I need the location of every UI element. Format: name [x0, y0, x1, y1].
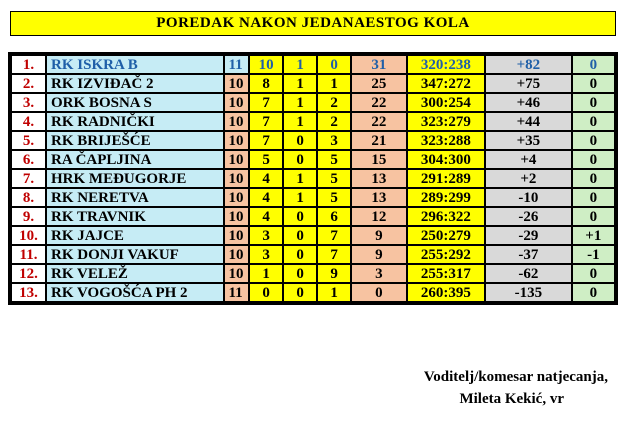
table-row — [12, 170, 614, 187]
table-row — [12, 113, 614, 130]
position-cell: 9. — [12, 208, 45, 225]
losses-cell: 7 — [318, 246, 350, 263]
goal-difference-cell: +46 — [486, 94, 571, 111]
draws-cell: 0 — [284, 132, 316, 149]
goal-difference-cell: +2 — [486, 170, 571, 187]
table-row — [12, 208, 614, 225]
bonus-cell: 0 — [573, 151, 614, 168]
wins-cell: 1 — [250, 265, 282, 282]
draws-cell: 0 — [284, 284, 316, 301]
points-cell: 13 — [352, 170, 406, 187]
games-played-cell: 10 — [225, 151, 248, 168]
position-cell: 10. — [12, 227, 45, 244]
games-played-cell: 10 — [225, 132, 248, 149]
games-played-cell: 11 — [225, 56, 248, 73]
wins-cell: 4 — [250, 189, 282, 206]
goal-difference-cell: +35 — [486, 132, 571, 149]
points-cell: 15 — [352, 151, 406, 168]
points-cell: 13 — [352, 189, 406, 206]
goal-difference-cell: -135 — [486, 284, 571, 301]
losses-cell: 5 — [318, 170, 350, 187]
standings-body — [12, 56, 614, 301]
bonus-cell: +1 — [573, 227, 614, 244]
team-name-cell: RK TRAVNIK — [47, 208, 223, 225]
losses-cell: 5 — [318, 189, 350, 206]
team-name-cell: ORK BOSNA S — [47, 94, 223, 111]
games-played-cell: 10 — [225, 189, 248, 206]
position-cell: 1. — [12, 56, 45, 73]
table-row — [12, 246, 614, 263]
draws-cell: 0 — [284, 265, 316, 282]
wins-cell: 7 — [250, 94, 282, 111]
wins-cell: 5 — [250, 151, 282, 168]
goals-cell: 296:322 — [408, 208, 484, 225]
draws-cell: 0 — [284, 151, 316, 168]
goals-cell: 323:288 — [408, 132, 484, 149]
bonus-cell: 0 — [573, 170, 614, 187]
team-name-cell: RK ISKRA B — [47, 56, 223, 73]
wins-cell: 3 — [250, 227, 282, 244]
signature-name: Mileta Kekić, vr — [459, 391, 564, 407]
losses-cell: 9 — [318, 265, 350, 282]
games-played-cell: 10 — [225, 113, 248, 130]
signature-role: Voditelj/komesar natjecanja, — [423, 369, 608, 385]
goals-cell: 320:238 — [408, 56, 484, 73]
position-cell: 2. — [12, 75, 45, 92]
goals-cell: 255:317 — [408, 265, 484, 282]
team-name-cell: RK VELEŽ — [47, 265, 223, 282]
draws-cell: 0 — [284, 208, 316, 225]
losses-cell: 2 — [318, 113, 350, 130]
bonus-cell: 0 — [573, 189, 614, 206]
goals-cell: 323:279 — [408, 113, 484, 130]
table-row — [12, 132, 614, 149]
standings-table-wrapper — [8, 52, 618, 305]
points-cell: 9 — [352, 227, 406, 244]
team-name-cell: RK RADNIČKI — [47, 113, 223, 130]
goals-cell: 255:292 — [408, 246, 484, 263]
bonus-cell: 0 — [573, 265, 614, 282]
wins-cell: 3 — [250, 246, 282, 263]
position-cell: 6. — [12, 151, 45, 168]
losses-cell: 1 — [318, 75, 350, 92]
team-name-cell: RK IZVIĐAČ 2 — [47, 75, 223, 92]
table-row — [12, 56, 614, 73]
points-cell: 21 — [352, 132, 406, 149]
bonus-cell: -1 — [573, 246, 614, 263]
position-cell: 7. — [12, 170, 45, 187]
goals-cell: 304:300 — [408, 151, 484, 168]
table-row — [12, 75, 614, 92]
goal-difference-cell: -29 — [486, 227, 571, 244]
games-played-cell: 10 — [225, 170, 248, 187]
goal-difference-cell: +44 — [486, 113, 571, 130]
points-cell: 22 — [352, 113, 406, 130]
team-name-cell: RK VOGOŠĆA PH 2 — [47, 284, 223, 301]
wins-cell: 4 — [250, 170, 282, 187]
losses-cell: 6 — [318, 208, 350, 225]
wins-cell: 7 — [250, 113, 282, 130]
page-title: POREDAK NAKON JEDANAESTOG KOLA — [10, 11, 616, 36]
points-cell: 3 — [352, 265, 406, 282]
team-name-cell: RK BRIJEŠĆE — [47, 132, 223, 149]
wins-cell: 0 — [250, 284, 282, 301]
points-cell: 31 — [352, 56, 406, 73]
goal-difference-cell: -62 — [486, 265, 571, 282]
team-name-cell: HRK MEĐUGORJE — [47, 170, 223, 187]
games-played-cell: 11 — [225, 284, 248, 301]
draws-cell: 1 — [284, 189, 316, 206]
team-name-cell: RK NERETVA — [47, 189, 223, 206]
position-cell: 5. — [12, 132, 45, 149]
bonus-cell: 0 — [573, 132, 614, 149]
goals-cell: 289:299 — [408, 189, 484, 206]
bonus-cell: 0 — [573, 208, 614, 225]
points-cell: 12 — [352, 208, 406, 225]
losses-cell: 0 — [318, 56, 350, 73]
goals-cell: 250:279 — [408, 227, 484, 244]
table-row — [12, 284, 614, 301]
goal-difference-cell: +4 — [486, 151, 571, 168]
team-name-cell: RA ČAPLJINA — [47, 151, 223, 168]
bonus-cell: 0 — [573, 284, 614, 301]
draws-cell: 1 — [284, 94, 316, 111]
games-played-cell: 10 — [225, 94, 248, 111]
losses-cell: 2 — [318, 94, 350, 111]
points-cell: 0 — [352, 284, 406, 301]
team-name-cell: RK JAJCE — [47, 227, 223, 244]
draws-cell: 0 — [284, 227, 316, 244]
games-played-cell: 10 — [225, 208, 248, 225]
goals-cell: 300:254 — [408, 94, 484, 111]
points-cell: 9 — [352, 246, 406, 263]
goals-cell: 291:289 — [408, 170, 484, 187]
goal-difference-cell: -10 — [486, 189, 571, 206]
signature-block — [424, 366, 608, 410]
draws-cell: 1 — [284, 56, 316, 73]
table-row — [12, 227, 614, 244]
losses-cell: 1 — [318, 284, 350, 301]
wins-cell: 7 — [250, 132, 282, 149]
bonus-cell: 0 — [573, 94, 614, 111]
table-row — [12, 189, 614, 206]
goal-difference-cell: -37 — [486, 246, 571, 263]
draws-cell: 0 — [284, 246, 316, 263]
points-cell: 25 — [352, 75, 406, 92]
position-cell: 4. — [12, 113, 45, 130]
games-played-cell: 10 — [225, 265, 248, 282]
standings-table — [10, 54, 616, 303]
table-row — [12, 94, 614, 111]
games-played-cell: 10 — [225, 227, 248, 244]
goal-difference-cell: +75 — [486, 75, 571, 92]
wins-cell: 10 — [250, 56, 282, 73]
draws-cell: 1 — [284, 75, 316, 92]
table-row — [12, 265, 614, 282]
draws-cell: 1 — [284, 170, 316, 187]
bonus-cell: 0 — [573, 75, 614, 92]
wins-cell: 4 — [250, 208, 282, 225]
position-cell: 13. — [12, 284, 45, 301]
bonus-cell: 0 — [573, 113, 614, 130]
position-cell: 12. — [12, 265, 45, 282]
bonus-cell: 0 — [573, 56, 614, 73]
points-cell: 22 — [352, 94, 406, 111]
position-cell: 3. — [12, 94, 45, 111]
draws-cell: 1 — [284, 113, 316, 130]
position-cell: 8. — [12, 189, 45, 206]
games-played-cell: 10 — [225, 246, 248, 263]
losses-cell: 7 — [318, 227, 350, 244]
wins-cell: 8 — [250, 75, 282, 92]
games-played-cell: 10 — [225, 75, 248, 92]
goal-difference-cell: -26 — [486, 208, 571, 225]
losses-cell: 3 — [318, 132, 350, 149]
team-name-cell: RK DONJI VAKUF — [47, 246, 223, 263]
goal-difference-cell: +82 — [486, 56, 571, 73]
table-row — [12, 151, 614, 168]
losses-cell: 5 — [318, 151, 350, 168]
goals-cell: 347:272 — [408, 75, 484, 92]
position-cell: 11. — [12, 246, 45, 263]
goals-cell: 260:395 — [408, 284, 484, 301]
